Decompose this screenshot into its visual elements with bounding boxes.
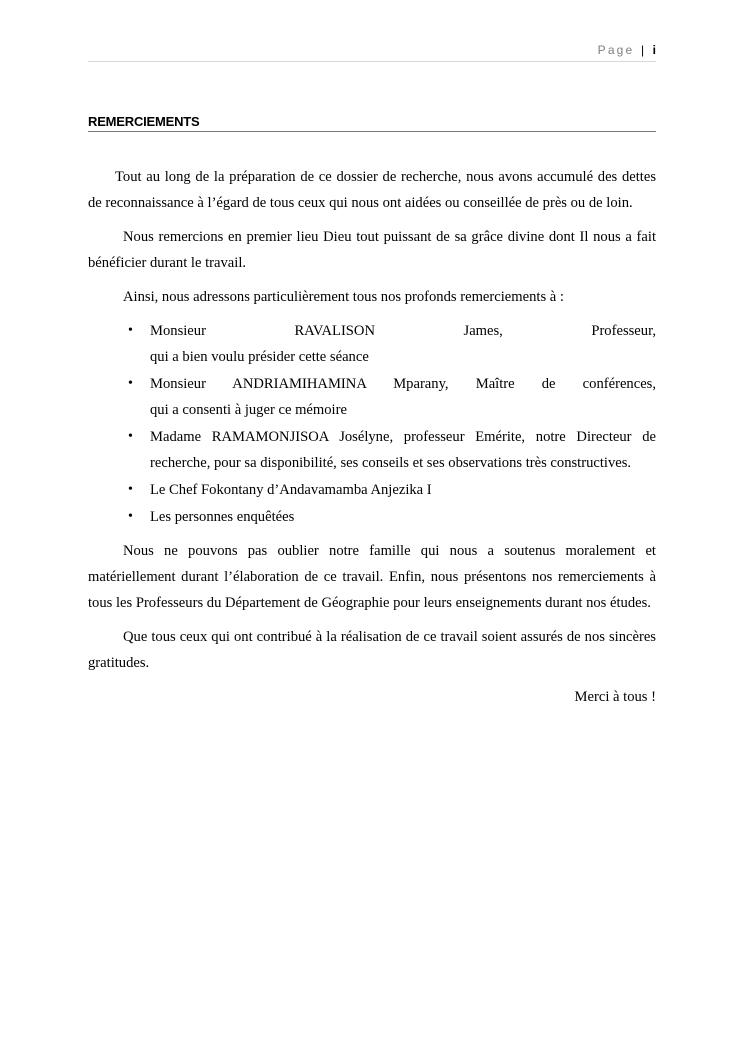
page-separator: | — [640, 43, 645, 57]
bullet-icon: • — [128, 323, 133, 338]
paragraph-thanks-intro: Ainsi, nous adressons particulièrement tous nos profonds remerciements à : — [123, 289, 564, 305]
list-item-line2: qui a bien voulu présider cette séance — [150, 349, 369, 365]
paragraph-god: Nous remercions en premier lieu Dieu tout puissant de sa grâce divine dont Il nous a fait bénéficier durant le travail. — [88, 229, 656, 271]
bullet-icon: • — [128, 482, 133, 497]
paragraph-intro: Tout au long de la préparation de ce dossier de recherche, nous avons accumulé des dettes de reconnaissance à l’égard de tous ceux qui nous ont aidées ou conseillée de près ou de loin. — [88, 169, 656, 211]
page-header — [88, 40, 656, 62]
acknowledgement-list — [88, 318, 656, 530]
paragraph-family: Nous ne pouvons pas oublier notre famille qui nous a soutenus moralement et matériellement durant l’élaboration de ce travail. Enfin, nous présentons nos remerciements à tous les Professeurs du Département de Géographie pour leurs enseignements durant nos études. — [88, 543, 656, 611]
page-number-indicator — [598, 43, 656, 57]
list-item — [88, 424, 656, 476]
page-number: i — [652, 43, 656, 57]
list-item — [88, 504, 656, 530]
list-item-line2: qui a consenti à juger ce mémoire — [150, 402, 347, 418]
list-item-line1: Le Chef Fokontany d’Andavamamba Anjezika I — [150, 482, 432, 498]
list-item-line1: Madame RAMAMONJISOA Josélyne, professeur Emérite, notre Directeur de — [150, 429, 656, 445]
list-item — [88, 318, 656, 370]
document-body — [88, 164, 656, 718]
page-label: Page — [597, 43, 635, 57]
list-item-line2: recherche, pour sa disponibilité, ses conseils et ses observations très constructives. — [150, 455, 632, 471]
bullet-icon: • — [128, 429, 133, 444]
list-item — [88, 477, 656, 503]
closing-line: Merci à tous ! — [574, 689, 656, 705]
paragraph-gratitude: Que tous ceux qui ont contribué à la réalisation de ce travail soient assurés de nos sincères gratitudes. — [88, 629, 656, 671]
list-item-line1: Monsieur ANDRIAMIHAMINA Mparany, Maître de conférences, — [150, 376, 656, 392]
list-item-line1: Les personnes enquêtées — [150, 509, 295, 525]
list-item-line1: Monsieur RAVALISON James, Professeur, — [150, 323, 656, 339]
section-heading: REMERCIEMENTS — [88, 114, 656, 132]
bullet-icon: • — [128, 509, 133, 524]
bullet-icon: • — [128, 376, 133, 391]
list-item — [88, 371, 656, 423]
